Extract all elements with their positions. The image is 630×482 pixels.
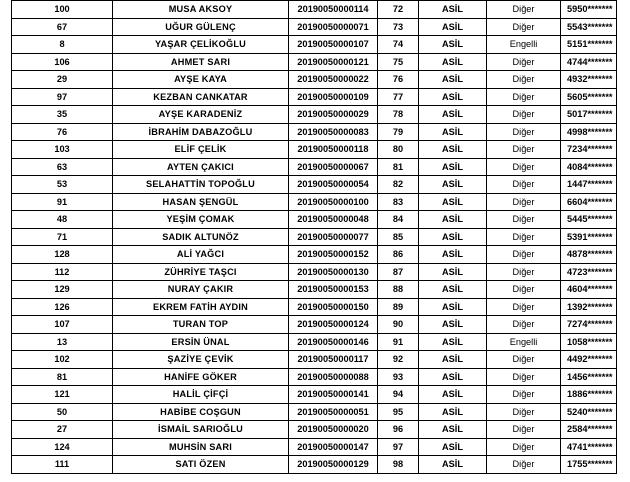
application-no-cell: 20190050000071 [289,18,378,36]
row-number-cell: 126 [12,298,113,316]
type-cell: Diğer [487,386,561,404]
masked-id-cell: 1886******* [561,386,617,404]
row-number-cell: 111 [12,456,113,474]
rank-cell: 90 [378,316,419,334]
status-cell: ASİL [419,438,487,456]
type-cell: Diğer [487,263,561,281]
name-cell: TURAN TOP [113,316,289,334]
row-number-cell: 124 [12,438,113,456]
masked-id-cell: 5543******* [561,18,617,36]
application-no-cell: 20190050000020 [289,421,378,439]
row-number-cell: 91 [12,193,113,211]
masked-id-cell: 1392******* [561,298,617,316]
rank-cell: 93 [378,368,419,386]
rank-cell: 73 [378,18,419,36]
masked-id-cell: 5017******* [561,106,617,124]
rank-cell: 85 [378,228,419,246]
application-no-cell: 20190050000107 [289,36,378,54]
name-cell: NURAY ÇAKIR [113,281,289,299]
table-row [12,71,617,89]
application-no-cell: 20190050000088 [289,368,378,386]
name-cell: AYŞE KARADENİZ [113,106,289,124]
rank-cell: 75 [378,53,419,71]
row-number-cell: 106 [12,53,113,71]
name-cell: SADIK ALTUNÖZ [113,228,289,246]
row-number-cell: 27 [12,421,113,439]
name-cell: İSMAİL SARIOĞLU [113,421,289,439]
table-row [12,351,617,369]
row-number-cell: 103 [12,141,113,159]
row-number-cell: 53 [12,176,113,194]
table-row [12,1,617,19]
masked-id-cell: 1058******* [561,333,617,351]
status-cell: ASİL [419,246,487,264]
rank-cell: 72 [378,1,419,19]
status-cell: ASİL [419,368,487,386]
rank-cell: 95 [378,403,419,421]
rank-cell: 74 [378,36,419,54]
masked-id-cell: 4604******* [561,281,617,299]
table-row [12,333,617,351]
table-row [12,158,617,176]
rank-cell: 86 [378,246,419,264]
name-cell: MUSA AKSOY [113,1,289,19]
status-cell: ASİL [419,106,487,124]
status-cell: ASİL [419,123,487,141]
masked-id-cell: 1456******* [561,368,617,386]
table-row [12,193,617,211]
application-no-cell: 20190050000129 [289,456,378,474]
application-no-cell: 20190050000083 [289,123,378,141]
application-no-cell: 20190050000141 [289,386,378,404]
masked-id-cell: 5445******* [561,211,617,229]
row-number-cell: 63 [12,158,113,176]
table-row [12,246,617,264]
status-cell: ASİL [419,1,487,19]
table-row [12,88,617,106]
status-cell: ASİL [419,36,487,54]
type-cell: Diğer [487,281,561,299]
masked-id-cell: 1755******* [561,456,617,474]
type-cell: Diğer [487,18,561,36]
type-cell: Diğer [487,193,561,211]
name-cell: ALİ YAĞCI [113,246,289,264]
application-no-cell: 20190050000130 [289,263,378,281]
rank-cell: 87 [378,263,419,281]
masked-id-cell: 4492******* [561,351,617,369]
application-no-cell: 20190050000067 [289,158,378,176]
rank-cell: 92 [378,351,419,369]
status-cell: ASİL [419,351,487,369]
rank-cell: 78 [378,106,419,124]
application-no-cell: 20190050000153 [289,281,378,299]
application-no-cell: 20190050000077 [289,228,378,246]
name-cell: KEZBAN CANKATAR [113,88,289,106]
type-cell: Diğer [487,368,561,386]
status-cell: ASİL [419,71,487,89]
masked-id-cell: 4723******* [561,263,617,281]
rank-cell: 91 [378,333,419,351]
table-row [12,403,617,421]
table-row [12,141,617,159]
application-no-cell: 20190050000051 [289,403,378,421]
table-row [12,263,617,281]
type-cell: Diğer [487,141,561,159]
type-cell: Diğer [487,228,561,246]
masked-id-cell: 5151******* [561,36,617,54]
type-cell: Engelli [487,36,561,54]
masked-id-cell: 6604******* [561,193,617,211]
masked-id-cell: 5950******* [561,1,617,19]
status-cell: ASİL [419,298,487,316]
rank-cell: 94 [378,386,419,404]
type-cell: Diğer [487,421,561,439]
application-no-cell: 20190050000022 [289,71,378,89]
masked-id-cell: 4878******* [561,246,617,264]
status-cell: ASİL [419,333,487,351]
application-no-cell: 20190050000150 [289,298,378,316]
row-number-cell: 76 [12,123,113,141]
name-cell: ŞAZİYE ÇEVİK [113,351,289,369]
name-cell: ERSİN ÜNAL [113,333,289,351]
table-row [12,106,617,124]
row-number-cell: 13 [12,333,113,351]
rank-cell: 83 [378,193,419,211]
row-number-cell: 97 [12,88,113,106]
table-body [12,1,617,474]
name-cell: ZÜHRİYE TAŞCI [113,263,289,281]
row-number-cell: 121 [12,386,113,404]
table-row [12,281,617,299]
status-cell: ASİL [419,176,487,194]
status-cell: ASİL [419,228,487,246]
application-no-cell: 20190050000100 [289,193,378,211]
table-row [12,228,617,246]
table-row [12,176,617,194]
type-cell: Diğer [487,316,561,334]
rank-cell: 81 [378,158,419,176]
table-row [12,386,617,404]
rank-cell: 88 [378,281,419,299]
rank-cell: 84 [378,211,419,229]
masked-id-cell: 1447******* [561,176,617,194]
row-number-cell: 29 [12,71,113,89]
type-cell: Engelli [487,333,561,351]
rank-cell: 96 [378,421,419,439]
status-cell: ASİL [419,18,487,36]
application-no-cell: 20190050000029 [289,106,378,124]
table-row [12,36,617,54]
row-number-cell: 81 [12,368,113,386]
masked-id-cell: 4998******* [561,123,617,141]
name-cell: AYŞE KAYA [113,71,289,89]
application-no-cell: 20190050000146 [289,333,378,351]
name-cell: HASAN ŞENGÜL [113,193,289,211]
name-cell: HALİL ÇİFÇİ [113,386,289,404]
name-cell: YAŞAR ÇELİKOĞLU [113,36,289,54]
rank-cell: 97 [378,438,419,456]
table-row [12,421,617,439]
status-cell: ASİL [419,421,487,439]
rank-cell: 82 [378,176,419,194]
type-cell: Diğer [487,438,561,456]
name-cell: SATI ÖZEN [113,456,289,474]
masked-id-cell: 5240******* [561,403,617,421]
row-number-cell: 35 [12,106,113,124]
status-cell: ASİL [419,88,487,106]
status-cell: ASİL [419,211,487,229]
status-cell: ASİL [419,316,487,334]
type-cell: Diğer [487,71,561,89]
row-number-cell: 8 [12,36,113,54]
name-cell: HANİFE GÖKER [113,368,289,386]
masked-id-cell: 5391******* [561,228,617,246]
table-row [12,456,617,474]
table-row [12,438,617,456]
rank-cell: 79 [378,123,419,141]
row-number-cell: 48 [12,211,113,229]
row-number-cell: 128 [12,246,113,264]
application-no-cell: 20190050000118 [289,141,378,159]
name-cell: ELİF ÇELİK [113,141,289,159]
type-cell: Diğer [487,298,561,316]
rank-cell: 76 [378,71,419,89]
application-no-cell: 20190050000054 [289,176,378,194]
type-cell: Diğer [487,351,561,369]
type-cell: Diğer [487,123,561,141]
masked-id-cell: 2584******* [561,421,617,439]
name-cell: UĞUR GÜLENÇ [113,18,289,36]
table-row [12,368,617,386]
rank-cell: 89 [378,298,419,316]
masked-id-cell: 4932******* [561,71,617,89]
row-number-cell: 71 [12,228,113,246]
results-table [11,0,617,474]
row-number-cell: 100 [12,1,113,19]
name-cell: AHMET SARI [113,53,289,71]
status-cell: ASİL [419,456,487,474]
type-cell: Diğer [487,1,561,19]
application-no-cell: 20190050000121 [289,53,378,71]
status-cell: ASİL [419,263,487,281]
table-row [12,298,617,316]
status-cell: ASİL [419,141,487,159]
status-cell: ASİL [419,158,487,176]
table-row [12,211,617,229]
status-cell: ASİL [419,386,487,404]
name-cell: EKREM FATİH AYDIN [113,298,289,316]
rank-cell: 98 [378,456,419,474]
rank-cell: 77 [378,88,419,106]
rank-cell: 80 [378,141,419,159]
row-number-cell: 129 [12,281,113,299]
application-no-cell: 20190050000048 [289,211,378,229]
table-row [12,53,617,71]
type-cell: Diğer [487,53,561,71]
status-cell: ASİL [419,403,487,421]
table-row [12,316,617,334]
name-cell: MUHSİN SARI [113,438,289,456]
type-cell: Diğer [487,158,561,176]
type-cell: Diğer [487,211,561,229]
application-no-cell: 20190050000117 [289,351,378,369]
masked-id-cell: 4741******* [561,438,617,456]
masked-id-cell: 4744******* [561,53,617,71]
name-cell: SELAHATTİN TOPOĞLU [113,176,289,194]
masked-id-cell: 7234******* [561,141,617,159]
application-no-cell: 20190050000124 [289,316,378,334]
application-no-cell: 20190050000114 [289,1,378,19]
status-cell: ASİL [419,193,487,211]
masked-id-cell: 7274******* [561,316,617,334]
name-cell: HABİBE COŞGUN [113,403,289,421]
status-cell: ASİL [419,53,487,71]
type-cell: Diğer [487,456,561,474]
row-number-cell: 67 [12,18,113,36]
row-number-cell: 50 [12,403,113,421]
name-cell: İBRAHİM DABAZOĞLU [113,123,289,141]
masked-id-cell: 5605******* [561,88,617,106]
name-cell: YEŞİM ÇOMAK [113,211,289,229]
type-cell: Diğer [487,246,561,264]
table-row [12,18,617,36]
status-cell: ASİL [419,281,487,299]
type-cell: Diğer [487,403,561,421]
row-number-cell: 112 [12,263,113,281]
masked-id-cell: 4084******* [561,158,617,176]
type-cell: Diğer [487,88,561,106]
application-no-cell: 20190050000109 [289,88,378,106]
name-cell: AYTEN ÇAKICI [113,158,289,176]
type-cell: Diğer [487,106,561,124]
application-no-cell: 20190050000152 [289,246,378,264]
table-row [12,123,617,141]
row-number-cell: 102 [12,351,113,369]
type-cell: Diğer [487,176,561,194]
row-number-cell: 107 [12,316,113,334]
application-no-cell: 20190050000147 [289,438,378,456]
